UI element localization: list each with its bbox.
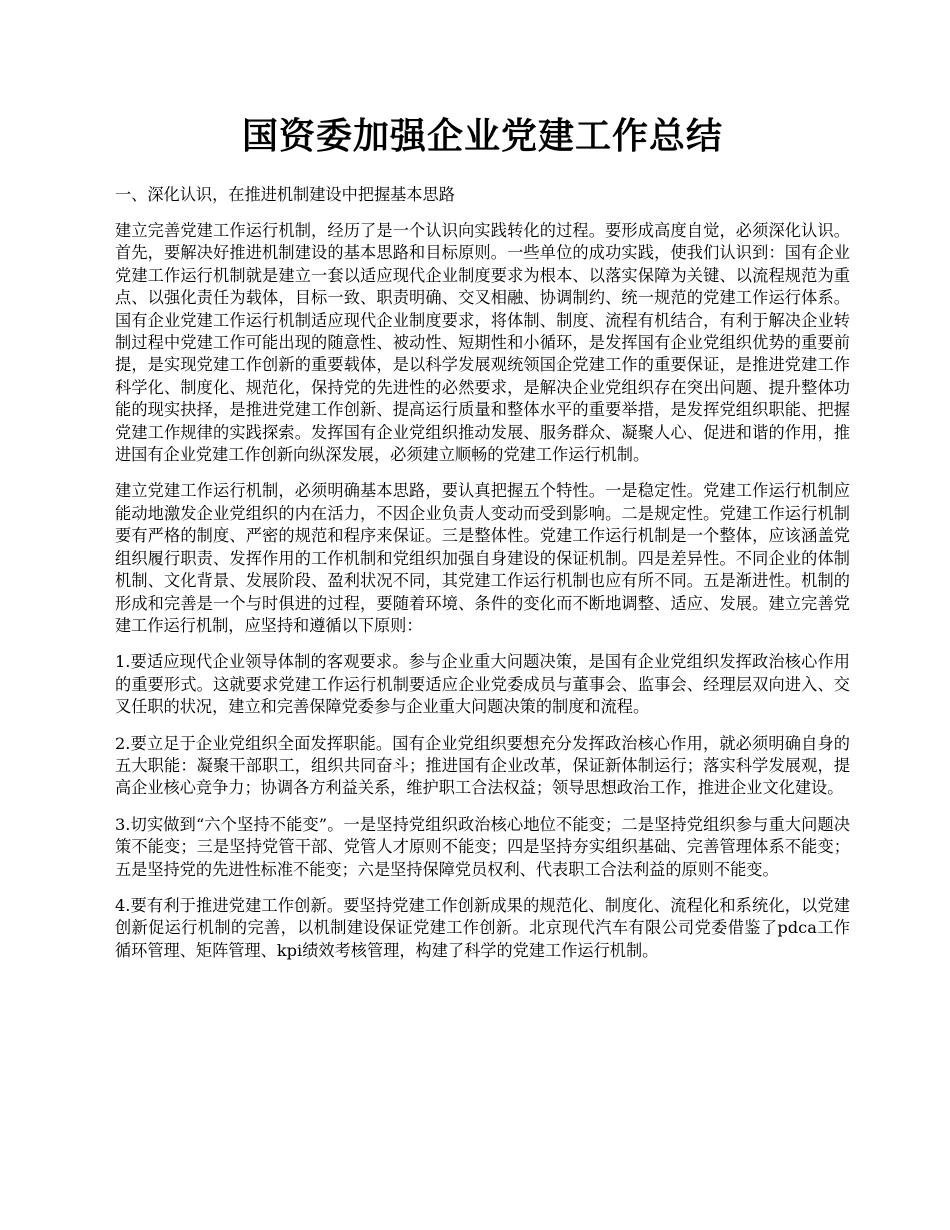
paragraph-five-characteristics: 建立党建工作运行机制，必须明确基本思路，要认真把握五个特性。一是稳定性。党建工作运行机制应能动地激发企业党组织的内在活力，不因企业负责人变动而受到影响。二是规定性。党建工作运行机制要有严格的制度、严密的规范和程序来保证。三是整体性。党建工作运行机制是一个整体，应该涵盖党组织履行职责、发挥作用的工作机制和党组织加强自身建设的保证机制。四是差异性。不同企业的体制机制、文化背景、发展阶段、盈利状况不同，其党建工作运行机制也应有所不同。五是渐进性。机制的形成和完善是一个与时俱进的过程，要随着环境、条件的变化而不断地调整、适应、发展。建立完善党建工作运行机制，应坚持和遵循以下原则：	[115, 481, 850, 635]
document-body	[115, 110, 850, 976]
section-heading: 一、深化认识，在推进机制建设中把握基本思路	[115, 185, 455, 204]
paragraph-principle-2: 2.要立足于企业党组织全面发挥职能。国有企业党组织要想充分发挥政治核心作用，就必须明确自身的五大职能：凝聚干部职工，组织共同奋斗；推进国有企业改革，保证新体制运行；落实科学发展观，提高企业核心竞争力；协调各方利益关系，维护职工合法权益；领导思想政治工作，推进企业文化建设。	[115, 733, 850, 798]
paragraph-principle-1: 1.要适应现代企业领导体制的客观要求。参与企业重大问题决策，是国有企业党组织发挥政治核心作用的重要形式。这就要求党建工作运行机制要适应企业党委成员与董事会、监事会、经理层双向进入、交叉任职的状况，建立和完善保障党委参与企业重大问题决策的制度和流程。	[115, 652, 850, 717]
paragraph-principle-4: 4.要有利于推进党建工作创新。要坚持党建工作创新成果的规范化、制度化、流程化和系统化，以党建创新促运行机制的完善，以机制建设保证党建工作创新。北京现代汽车有限公司党委借鉴了pdca工作循环管理、矩阵管理、kpi绩效考核管理，构建了科学的党建工作运行机制。	[115, 895, 850, 960]
paragraph-mechanism-overview: 建立完善党建工作运行机制，经历了是一个认识向实践转化的过程。要形成高度自觉，必须深化认识。首先，要解决好推进机制建设的基本思路和目标原则。一些单位的成功实践，使我们认识到：国有企业党建工作运行机制就是建立一套以适应现代企业制度要求为根本、以落实保障为关键、以流程规范为重点、以强化责任为载体，目标一致、职责明确、交叉相融、协调制约、统一规范的党建工作运行体系。国有企业党建工作运行机制适应现代企业制度要求，将体制、制度、流程有机结合，有利于解决企业转制过程中党建工作可能出现的随意性、被动性、短期性和小循环，是发挥国有企业党组织优势的重要前提，是实现党建工作创新的重要载体，是以科学发展观统领国企党建工作的重要保证，是推进党建工作科学化、制度化、规范化，保持党的先进性的必然要求，是解决企业党组织存在突出问题、提升整体功能的现实抉择，是推进党建工作创新、提高运行质量和整体水平的重要举措，是发挥党组织职能、把握党建工作规律的实践探索。发挥国有企业党组织推动发展、服务群众、凝聚人心、促进和谐的作用，推进国有企业党建工作创新向纵深发展，必须建立顺畅的党建工作运行机制。	[115, 221, 850, 465]
document-title: 国资委加强企业党建工作总结	[241, 115, 723, 157]
paragraph-principle-3: 3.切实做到“六个坚持不能变”。一是坚持党组织政治核心地位不能变；二是坚持党组织参与重大问题决策不能变；三是坚持党管干部、党管人才原则不能变；四是坚持夯实组织基础、完善管理体系不能变；五是坚持党的先进性标准不能变；六是坚持保障党员权利、代表职工合法利益的原则不能变。	[115, 814, 850, 879]
